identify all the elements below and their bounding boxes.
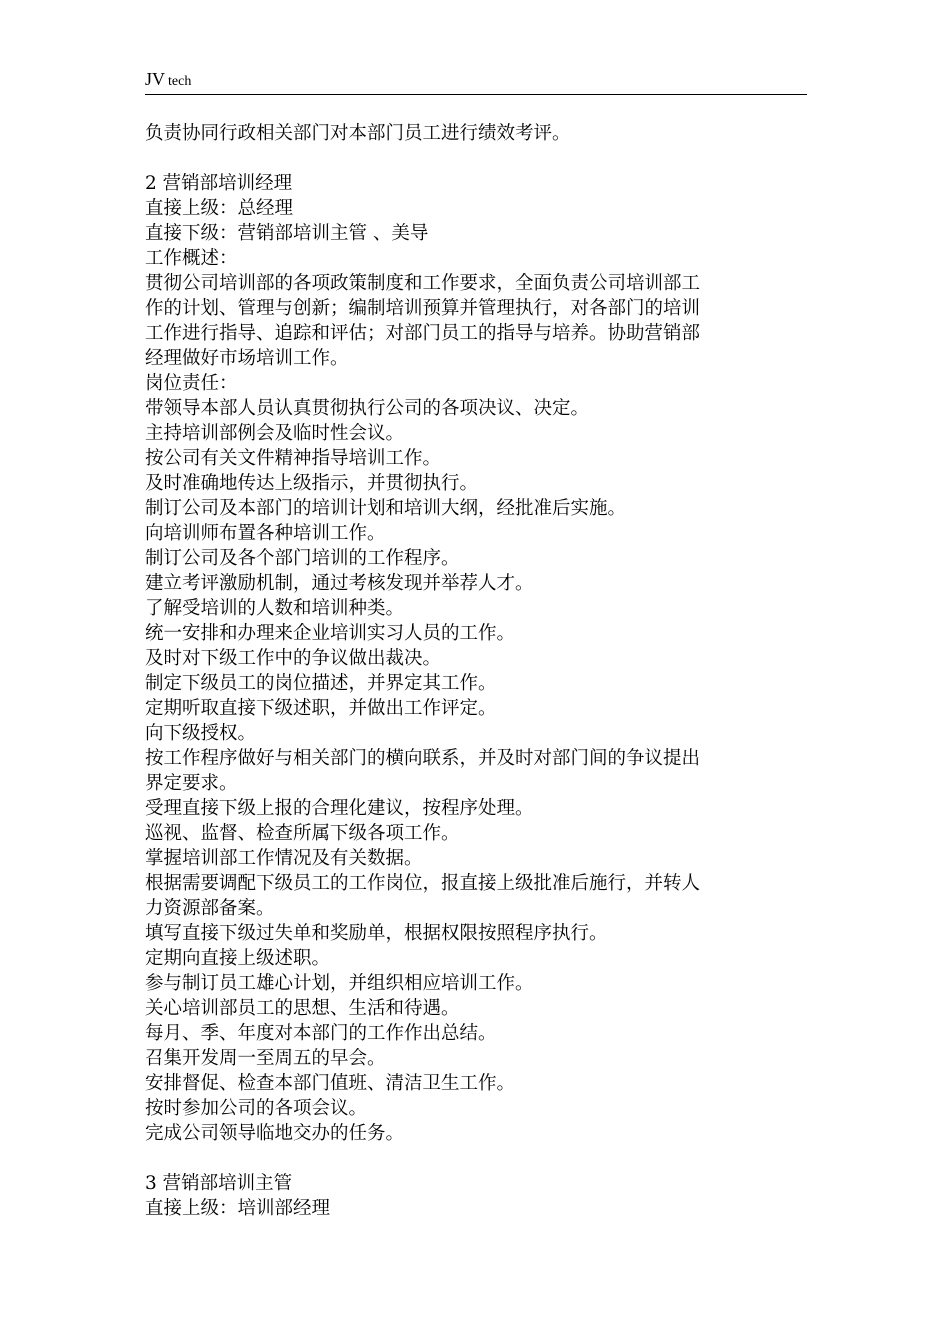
text-line: 填写直接下级过失单和奖励单，根据权限按照程序执行。	[145, 923, 608, 944]
text-line: 工作概述：	[145, 248, 238, 269]
text-line: 制订公司及各个部门培训的工作程序。	[145, 548, 460, 569]
text-line: 掌握培训部工作情况及有关数据。	[145, 848, 423, 869]
text-line: 统一安排和办理来企业培训实习人员的工作。	[145, 623, 516, 644]
text-line: 直接下级：营销部培训主管 、美导	[145, 223, 429, 244]
text-line: 建立考评激励机制，通过考核发现并举荐人才。	[145, 573, 534, 594]
text-line: 界定要求。	[145, 773, 238, 794]
text-line: 3 营销部培训主管	[145, 1173, 293, 1194]
text-line: 按工作程序做好与相关部门的横向联系，并及时对部门间的争议提出	[145, 748, 701, 769]
page-header	[145, 62, 807, 95]
text-line: 定期向直接上级述职。	[145, 948, 331, 969]
header-logo	[145, 69, 191, 90]
text-line: 巡视、监督、检查所属下级各项工作。	[145, 823, 460, 844]
text-line: 完成公司领导临地交办的任务。	[145, 1123, 405, 1144]
logo-sub-text: tech	[168, 74, 192, 89]
text-line: 每月、季、年度对本部门的工作作出总结。	[145, 1023, 497, 1044]
text-line: 经理做好市场培训工作。	[145, 348, 349, 369]
text-line: 参与制订员工雄心计划，并组织相应培训工作。	[145, 973, 534, 994]
text-line: 工作进行指导、追踪和评估；对部门员工的指导与培养。协助营销部	[145, 323, 701, 344]
text-line: 向培训师布置各种培训工作。	[145, 523, 386, 544]
text-line: 及时对下级工作中的争议做出裁决。	[145, 648, 442, 669]
text-line: 带领导本部人员认真贯彻执行公司的各项决议、决定。	[145, 398, 590, 419]
text-line: 负责协同行政相关部门对本部门员工进行绩效考评。	[145, 123, 571, 144]
document-body	[145, 121, 811, 1221]
blank-line	[145, 146, 811, 171]
text-line: 岗位责任：	[145, 373, 238, 394]
text-line: 了解受培训的人数和培训种类。	[145, 598, 405, 619]
text-line: 力资源部备案。	[145, 898, 275, 919]
text-line: 定期听取直接下级述职，并做出工作评定。	[145, 698, 497, 719]
text-line: 贯彻公司培训部的各项政策制度和工作要求，全面负责公司培训部工	[145, 273, 701, 294]
text-line: 作的计划、管理与创新；编制培训预算并管理执行，对各部门的培训	[145, 298, 701, 319]
text-line: 安排督促、检查本部门值班、清洁卫生工作。	[145, 1073, 516, 1094]
text-line: 按公司有关文件精神指导培训工作。	[145, 448, 442, 469]
text-line: 及时准确地传达上级指示，并贯彻执行。	[145, 473, 479, 494]
text-line: 制订公司及本部门的培训计划和培训大纲，经批准后实施。	[145, 498, 627, 519]
text-line: 按时参加公司的各项会议。	[145, 1098, 368, 1119]
text-line: 2 营销部培训经理	[145, 173, 293, 194]
text-line: 直接上级：总经理	[145, 198, 294, 219]
text-line: 主持培训部例会及临时性会议。	[145, 423, 405, 444]
text-line: 关心培训部员工的思想、生活和待遇。	[145, 998, 460, 1019]
blank-line	[145, 1146, 811, 1171]
text-line: 受理直接下级上报的合理化建议，按程序处理。	[145, 798, 534, 819]
text-line: 向下级授权。	[145, 723, 257, 744]
text-line: 根据需要调配下级员工的工作岗位，报直接上级批准后施行，并转人	[145, 873, 701, 894]
logo-main-text: JV	[145, 69, 166, 89]
text-line: 制定下级员工的岗位描述，并界定其工作。	[145, 673, 497, 694]
text-line: 召集开发周一至周五的早会。	[145, 1048, 386, 1069]
text-line: 直接上级：培训部经理	[145, 1198, 331, 1219]
